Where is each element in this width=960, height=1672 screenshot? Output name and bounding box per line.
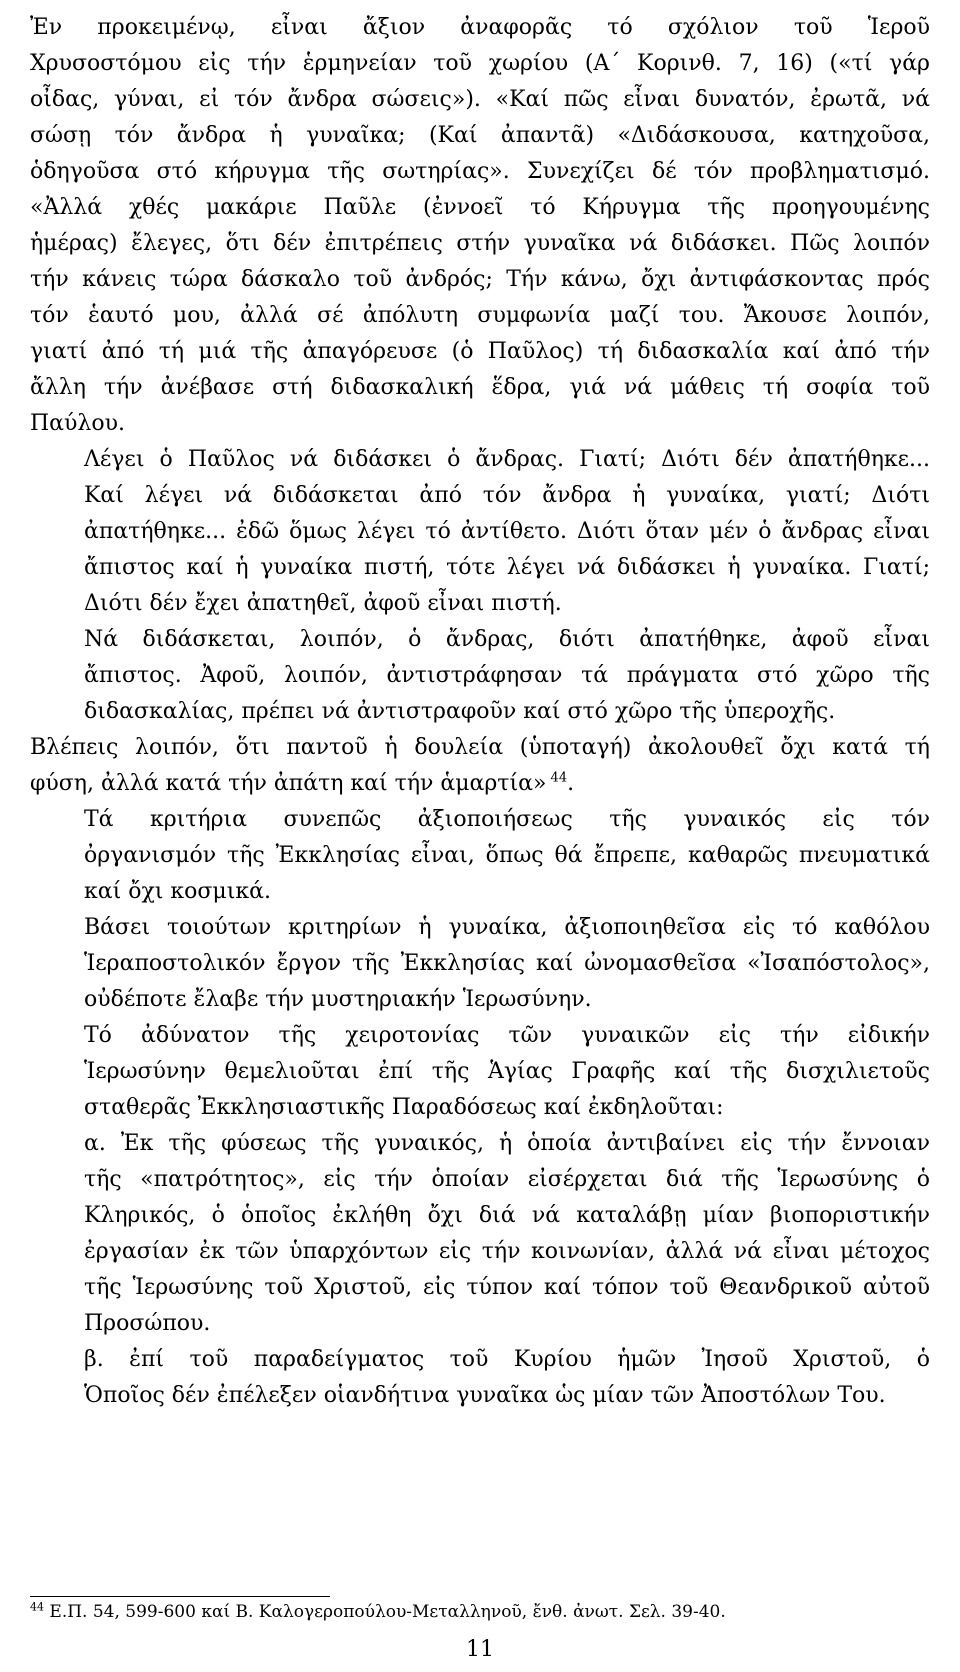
text-line: καί ὄχι κοσμικά. bbox=[84, 879, 271, 904]
text-line: ἄπιστος. Ἀφοῦ, λοιπόν, ἀντιστράφησαν τά πράγματα στό χῶρο τῆς bbox=[84, 663, 930, 688]
text-line: Βάσει τοιούτων κριτηρίων ἡ γυναίκα, ἀξιοποιηθεῖσα εἰς τό καθόλου bbox=[84, 915, 930, 940]
footnote-text: Ε.Π. 54, 599-600 καί Β. Καλογεροπούλου-Μεταλληνοῦ, ἔνθ. ἀνωτ. Σελ. 39-40. bbox=[49, 1602, 726, 1622]
page-number: 11 bbox=[466, 1637, 494, 1662]
paragraph bbox=[30, 802, 930, 910]
text-line: ὁδηγοῦσα στό κήρυγμα τῆς σωτηρίας». Συνεχίζει δέ τόν προβληματισμό. bbox=[30, 159, 930, 184]
paragraph bbox=[30, 910, 930, 1018]
text-line: τῆς Ἱερωσύνης τοῦ Χριστοῦ, εἰς τύπον καί τόπον τοῦ Θεανδρικοῦ αὐτοῦ bbox=[84, 1275, 930, 1300]
paragraph bbox=[30, 730, 930, 802]
footnote-number: 44 bbox=[30, 1600, 44, 1614]
text-line: οὐδέποτε ἔλαβε τήν μυστηριακήν Ἱερωσύνην. bbox=[84, 987, 592, 1012]
text-line: Λέγει ὁ Παῦλος νά διδάσκει ὁ ἄνδρας. Γιατί; Διότι δέν ἀπατήθηκε... bbox=[84, 447, 930, 472]
text-line: Βλέπεις λοιπόν, ὅτι παντοῦ ἡ δουλεία (ὑποταγή) ἀκολουθεῖ ὄχι κατά τή bbox=[30, 735, 930, 760]
text-line: ὀργανισμόν τῆς Ἐκκλησίας εἶναι, ὅπως θά ἔπρεπε, καθαρῶς πνευματικά bbox=[84, 843, 930, 868]
text-line: Διότι δέν ἔχει ἀπατηθεῖ, ἀφοῦ εἶναι πιστή. bbox=[84, 591, 562, 616]
text-line: Ἱερωσύνην θεμελιοῦται ἐπί τῆς Ἁγίας Γραφῆς καί τῆς δισχιλιετοῦς bbox=[84, 1059, 930, 1084]
text-line: ἀπατήθηκε... ἐδῶ ὅμως λέγει τό ἀντίθετο. Διότι ὅταν μέν ὁ ἄνδρας εἶναι bbox=[84, 519, 930, 544]
text-line: Ἱεραποστολικόν ἔργον τῆς Ἐκκλησίας καί ὠνομασθεῖσα «Ἰσαπόστολος», bbox=[84, 951, 930, 976]
text-line: Καί λέγει νά διδάσκεται ἀπό τόν ἄνδρα ἡ γυναίκα, γιατί; Διότι bbox=[84, 483, 930, 508]
text-line: Ὁποῖος δέν ἐπέλεξεν οἱανδήτινα γυναῖκα ὡς μίαν τῶν Ἀποστόλων Του. bbox=[84, 1383, 886, 1408]
text-line: διδασκαλίας, πρέπει νά ἀντιστραφοῦν καί στό χῶρο τῆς ὑπεροχῆς. bbox=[84, 699, 836, 724]
text-line: ἄπιστος καί ἡ γυναίκα πιστή, τότε λέγει νά διδάσκει ἡ γυναίκα. Γιατί; bbox=[84, 555, 930, 580]
text-line: σώσῃ τόν ἄνδρα ἡ γυναῖκα; (Καί ἀπαντᾶ) «Διδάσκουσα, κατηχοῦσα, bbox=[30, 123, 930, 148]
text-line: Χρυσοστόμου εἰς τήν ἑρμηνείαν τοῦ χωρίου (Α΄ Κορινθ. 7, 16) («τί γάρ bbox=[30, 51, 930, 76]
paragraph bbox=[30, 622, 930, 730]
text-line: Νά διδάσκεται, λοιπόν, ὁ ἄνδρας, διότι ἀπατήθηκε, ἀφοῦ εἶναι bbox=[84, 627, 930, 652]
text-line: ἐργασίαν ἐκ τῶν ὑπαρχόντων εἰς τήν κοινωνίαν, ἀλλά νά εἶναι μέτοχος bbox=[84, 1239, 930, 1264]
text-line: Ἐν προκειμένῳ, εἶναι ἄξιον ἀναφορᾶς τό σχόλιον τοῦ Ἱεροῦ bbox=[30, 15, 930, 40]
text-line: σταθερᾶς Ἐκκλησιαστικῆς Παραδόσεως καί ἐκδηλοῦται: bbox=[84, 1095, 724, 1120]
text-line: Προσώπου. bbox=[84, 1311, 211, 1336]
paragraph bbox=[30, 1018, 930, 1126]
text-line: ἡμέρας) ἔλεγες, ὅτι δέν ἐπιτρέπεις στήν γυναῖκα νά διδάσκει. Πῶς λοιπόν bbox=[30, 231, 930, 256]
text-line: Κληρικός, ὁ ὁποῖος ἐκλήθη ὄχι διά νά καταλάβῃ μίαν βιοποριστικήν bbox=[84, 1203, 930, 1228]
text-line: τῆς «πατρότητος», εἰς τήν ὁποίαν εἰσέρχεται διά τῆς Ἱερωσύνης ὁ bbox=[84, 1167, 930, 1192]
footnote bbox=[30, 1597, 930, 1627]
paragraph bbox=[30, 10, 930, 442]
text-line: Τά κριτήρια συνεπῶς ἀξιοποιήσεως τῆς γυναικός εἰς τόν bbox=[84, 807, 930, 832]
paragraph bbox=[30, 1342, 930, 1414]
text-line: Παύλου. bbox=[30, 411, 125, 436]
paragraph bbox=[30, 1126, 930, 1342]
text-line: τήν κάνεις τώρα δάσκαλο τοῦ ἀνδρός; Τήν κάνω, ὄχι ἀντιφάσκοντας πρός bbox=[30, 267, 930, 292]
text-line: οἶδας, γύναι, εἰ τόν ἄνδρα σώσεις»). «Καί πῶς εἶναι δυνατόν, ἐρωτᾶ, νά bbox=[30, 87, 930, 112]
text-line: φύση, ἀλλά κατά τήν ἀπάτη καί τήν ἁμαρτία» $^{44}$. bbox=[30, 770, 575, 796]
paragraph bbox=[30, 442, 930, 622]
document-body bbox=[30, 10, 930, 1414]
text-line: β. ἐπί τοῦ παραδείγματος τοῦ Κυρίου ἡμῶν Ἰησοῦ Χριστοῦ, ὁ bbox=[84, 1347, 930, 1372]
footnote-reference[interactable]: 44 bbox=[546, 770, 568, 786]
text-line: «Ἀλλά χθές μακάριε Παῦλε (ἐννοεῖ τό Κήρυγμα τῆς προηγουμένης bbox=[30, 195, 930, 220]
text-line: γιατί ἀπό τή μιά τῆς ἀπαγόρευσε (ὁ Παῦλος) τή διδασκαλία καί ἀπό τήν bbox=[30, 339, 930, 364]
text-line: τόν ἑαυτό μου, ἀλλά σέ ἀπόλυτη συμφωνία μαζί του. Ἄκουσε λοιπόν, bbox=[30, 303, 930, 328]
text-line: α. Ἐκ τῆς φύσεως τῆς γυναικός, ἡ ὁποία ἀντιβαίνει εἰς τήν ἔννοιαν bbox=[84, 1131, 930, 1156]
text-line: ἄλλη τήν ἀνέβασε στή διδασκαλική ἕδρα, γιά νά μάθεις τή σοφία τοῦ bbox=[30, 375, 930, 400]
text-line: Τό ἀδύνατον τῆς χειροτονίας τῶν γυναικῶν εἰς τήν εἰδικήν bbox=[84, 1023, 930, 1048]
